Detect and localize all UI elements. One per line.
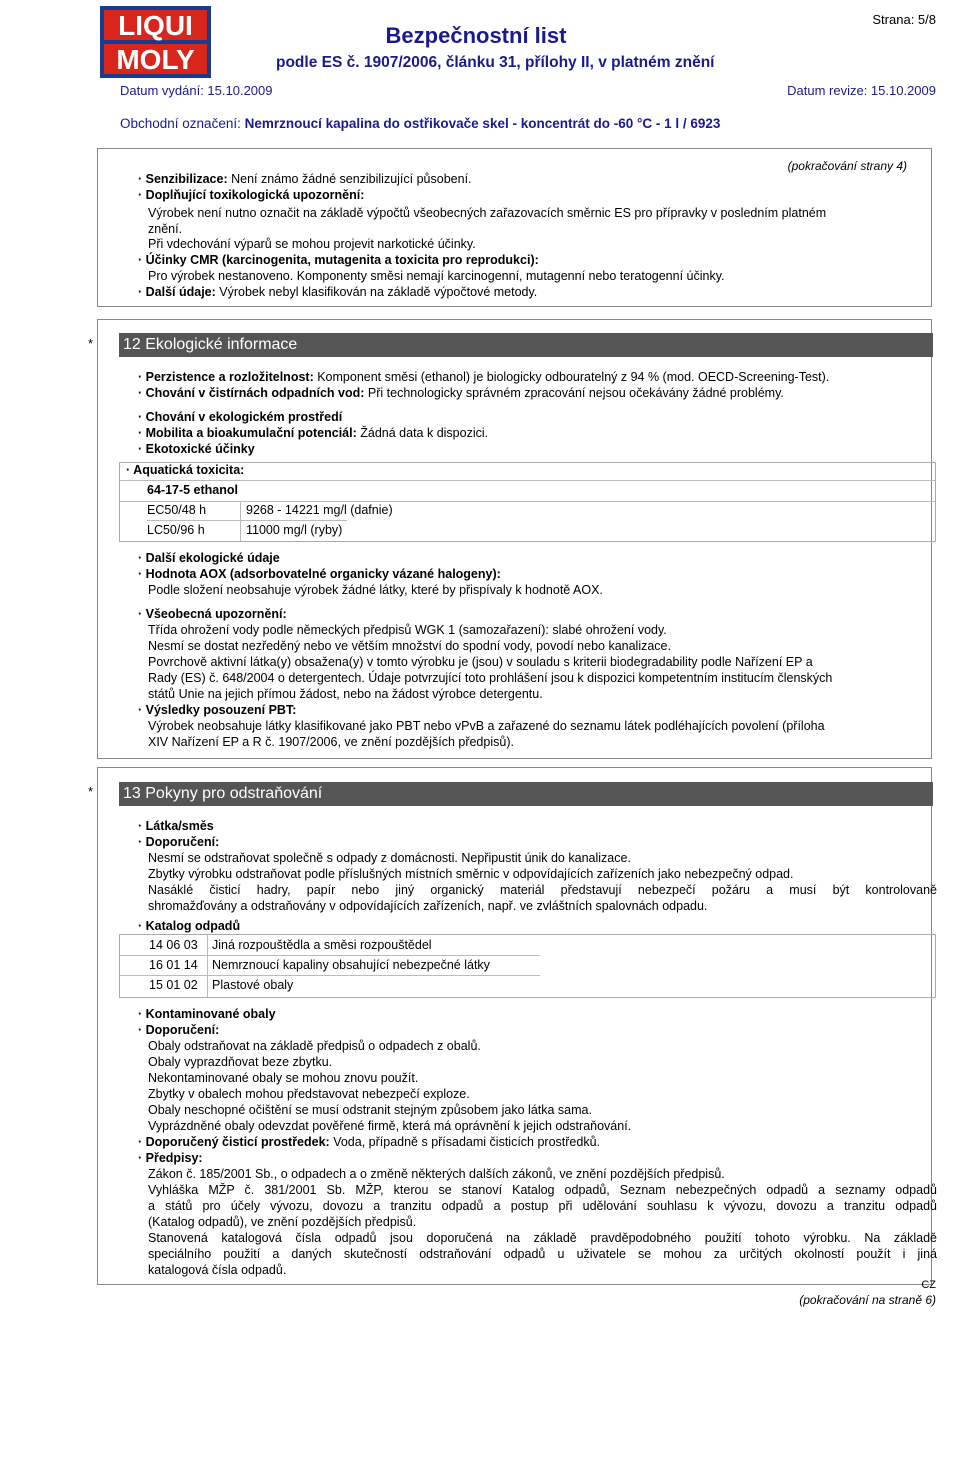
pk-1: Obaly odstraňovat na základě předpisů o odpadech z obalů.: [148, 1039, 481, 1053]
general-2: Nesmí se dostat nezředěný nebo ve větším množství do spodní vody, povodí nebo kanalizace.: [148, 639, 671, 653]
env-behavior: · Chování v ekologickém prostředí: [138, 410, 343, 424]
pk-3: Nekontaminované obaly se mohou znovu použít.: [148, 1071, 419, 1085]
reg-3: a států pro účely vývozu, dovozu a tranzitu odpadů a postup při udělování souhlasu k vývozu, dovozu a tranzitu odpadů: [148, 1199, 937, 1213]
rec-2: Zbytky výrobku odstraňovat podle příslušných místních směrnic v odpovídajících zařízeních jako nebezpečný odpad.: [148, 867, 794, 881]
page-number: Strana: 5/8: [872, 12, 936, 27]
table-cell: 11000 mg/l (ryby): [246, 523, 343, 537]
section-12-header: 12 Ekologické informace: [119, 333, 933, 357]
additional-tox-3: Při vdechování výparů se mohou projevit narkotické účinky.: [148, 237, 476, 251]
table-row: 16 01 14: [149, 958, 198, 972]
table-row: 14 06 03: [149, 938, 198, 952]
additional-tox-1: Výrobek není nutno označit na základě výpočtů všeobecných zařazovacích směrnic ES pro přípravky v posledním platném: [148, 206, 827, 220]
section-12-change-marker: *: [88, 336, 94, 351]
pk-6: Vyprázdněné obaly odevzdat pověřené firmě, která má oprávnění k jejich odstraňování.: [148, 1119, 632, 1133]
further-eco: · Další ekologické údaje: [138, 551, 280, 565]
reg-4: (Katalog odpadů), ve znění pozdějších předpisů.: [148, 1215, 417, 1229]
general-4: Rady (ES) č. 648/2004 o detergentech. Údaje potvrzující toto prohlášení jsou k dispozici kompetentním institucím členských: [148, 671, 833, 685]
pbt-2: XIV Nařízení EP a R č. 1907/2006, ve znění pozdějších předpisů).: [148, 735, 514, 749]
reg-2: Vyhláška MŽP č. 381/2001 Sb. MŽP, kterou se stanoví Katalog odpadů, Seznam nebezpečných odpadů a seznamy odpadů: [148, 1183, 937, 1197]
table-cell: 9268 - 14221 mg/l (dafnie): [246, 503, 393, 517]
pk-5: Obaly neschopné očištění se musí odstranit stejným způsobem jako látka sama.: [148, 1103, 592, 1117]
pbt-1: Výrobek neobsahuje látky klasifikované jako PBT nebo vPvB a zařazené do seznamu látek podléhajících povolení (příloha: [148, 719, 825, 733]
pk-2: Obaly vyprazdňovat beze zbytku.: [148, 1055, 333, 1069]
wastewater: · Chování v čistírnách odpadních vod: Při technologicky správném zpracování nejsou očekávány žádné problémy.: [138, 386, 784, 400]
general-label: · Všeobecná upozornění:: [138, 607, 287, 621]
issue-date: Datum vydání: 15.10.2009: [120, 83, 273, 98]
table-cell: Plastové obaly: [212, 978, 294, 992]
aquatic-toxicity-table: [119, 462, 936, 542]
substance-name: 64-17-5 ethanol: [147, 483, 239, 497]
aquatic-label: · Aquatická toxicita:: [126, 463, 245, 477]
section-11-continued: [97, 148, 932, 307]
trade-name-label: Obchodní označení:: [120, 116, 241, 131]
packaging-label: · Kontaminované obaly: [138, 1007, 276, 1021]
ecotox: · Ekotoxické účinky: [138, 442, 255, 456]
regulations-label: · Předpisy:: [138, 1151, 203, 1165]
recommendation-label: · Doporučení:: [138, 835, 220, 849]
substance-label: · Látka/směs: [138, 819, 214, 833]
svg-text:LIQUI: LIQUI: [118, 10, 193, 41]
cleaner: · Doporučený čisticí prostředek: Voda, případně s přísadami čisticích prostředků.: [138, 1135, 601, 1149]
pk-4: Zbytky v obalech mohou představovat nebezpečí exploze.: [148, 1087, 470, 1101]
svg-text:MOLY: MOLY: [116, 44, 195, 75]
pbt-label: · Výsledky posouzení PBT:: [138, 703, 297, 717]
reg-7: katalogová čísla odpadů.: [148, 1263, 287, 1277]
section-13-change-marker: *: [88, 784, 94, 799]
section-13-header: 13 Pokyny pro odstraňování: [119, 782, 933, 806]
table-row: 15 01 02: [149, 978, 198, 992]
reg-5: Stanovená katalogová čísla odpadů jsou doporučená na základě pravděpodobného použití tohoto výrobku. Na základě: [148, 1231, 937, 1245]
section-12: [97, 319, 932, 759]
table-cell: Jiná rozpouštědla a směsi rozpouštědel: [212, 938, 432, 952]
language-code: CZ: [921, 1279, 936, 1291]
continued-to: (pokračování na straně 6): [799, 1293, 936, 1307]
table-row: EC50/48 h: [147, 503, 207, 517]
liqui-moly-logo: [100, 6, 211, 78]
table-cell: Nemrznoucí kapaliny obsahující nebezpečné látky: [212, 958, 490, 972]
recommendation2-label: · Doporučení:: [138, 1023, 220, 1037]
document-subtitle: podle ES č. 1907/2006, článku 31, přílohy II, v platném znění: [276, 54, 715, 71]
mobility: · Mobilita a bioakumulační potenciál: Žádná data k dispozici.: [138, 426, 489, 440]
waste-catalog-table: [119, 934, 936, 998]
table-row: LC50/96 h: [147, 523, 205, 537]
revision-date: Datum revize: 15.10.2009: [787, 83, 936, 98]
rec-4: shromažďovány a odstraňovány v odpovídajících zařízeních, např. ve zvláštních spalovnách odpadu.: [148, 899, 708, 913]
general-1: Třída ohrožení vody podle německých předpisů WGK 1 (samozařazení): slabé ohrožení vody.: [148, 623, 667, 637]
reg-6: speciálního použití a daných skutečností odstraňování odpadů u uživatele se mohou za určitých okolností použít i jiná: [148, 1247, 937, 1261]
trade-name: [120, 116, 720, 132]
aox-text: Podle složení neobsahuje výrobek žádné látky, které by přispívaly k hodnotě AOX.: [148, 583, 603, 597]
cmr-text: Pro výrobek nestanoveno. Komponenty směsi nemají karcinogenní, mutagenní nebo teratogenní účinky.: [148, 269, 725, 283]
rec-1: Nesmí se odstraňovat společně s odpady z domácnosti. Nepřipustit únik do kanalizace.: [148, 851, 631, 865]
continued-from: (pokračování strany 4): [787, 159, 907, 173]
aox-label: · Hodnota AOX (adsorbovatelné organicky vázané halogeny):: [138, 567, 501, 581]
other-data: · Další údaje: Výrobek nebyl klasifikován na základě výpočtové metody.: [138, 285, 538, 299]
sensitization: · Senzibilizace: Není známo žádné senzibilizující působení.: [138, 172, 472, 186]
reg-1: Zákon č. 185/2001 Sb., o odpadech a o změně některých dalších zákonů, ve znění pozdějších předpisů.: [148, 1167, 725, 1181]
general-3: Povrchově aktivní látka(y) obsažena(y) v tomto výrobku je (jsou) v souladu s kriterii biodegradability podle Nařízení EP a: [148, 655, 813, 669]
waste-catalog-label: · Katalog odpadů: [138, 919, 241, 933]
additional-tox-label: · Doplňující toxikologická upozornění:: [138, 188, 365, 202]
rec-3: Nasáklé čisticí hadry, papír nebo jiný organický materiál představují nebezpečí požáru a musí být kontrolovaně: [148, 883, 937, 897]
document-title: Bezpečnostní list: [385, 23, 567, 48]
cmr-label: · Účinky CMR (karcinogenita, mutagenita a toxicita pro reprodukci):: [138, 253, 539, 267]
additional-tox-2: znění.: [148, 222, 183, 236]
trade-name-value: Nemrznoucí kapalina do ostřikovače skel - koncentrát do -60 °C - 1 l / 6923: [244, 116, 721, 131]
general-5: států Unie na jejich přímou žádost, nebo na žádost výrobce detergentu.: [148, 687, 543, 701]
persistence: · Perzistence a rozložitelnost: Komponent směsi (ethanol) je biologicky odbouratelný z 94 % (mod. OECD-Screening-Test).: [138, 370, 830, 384]
